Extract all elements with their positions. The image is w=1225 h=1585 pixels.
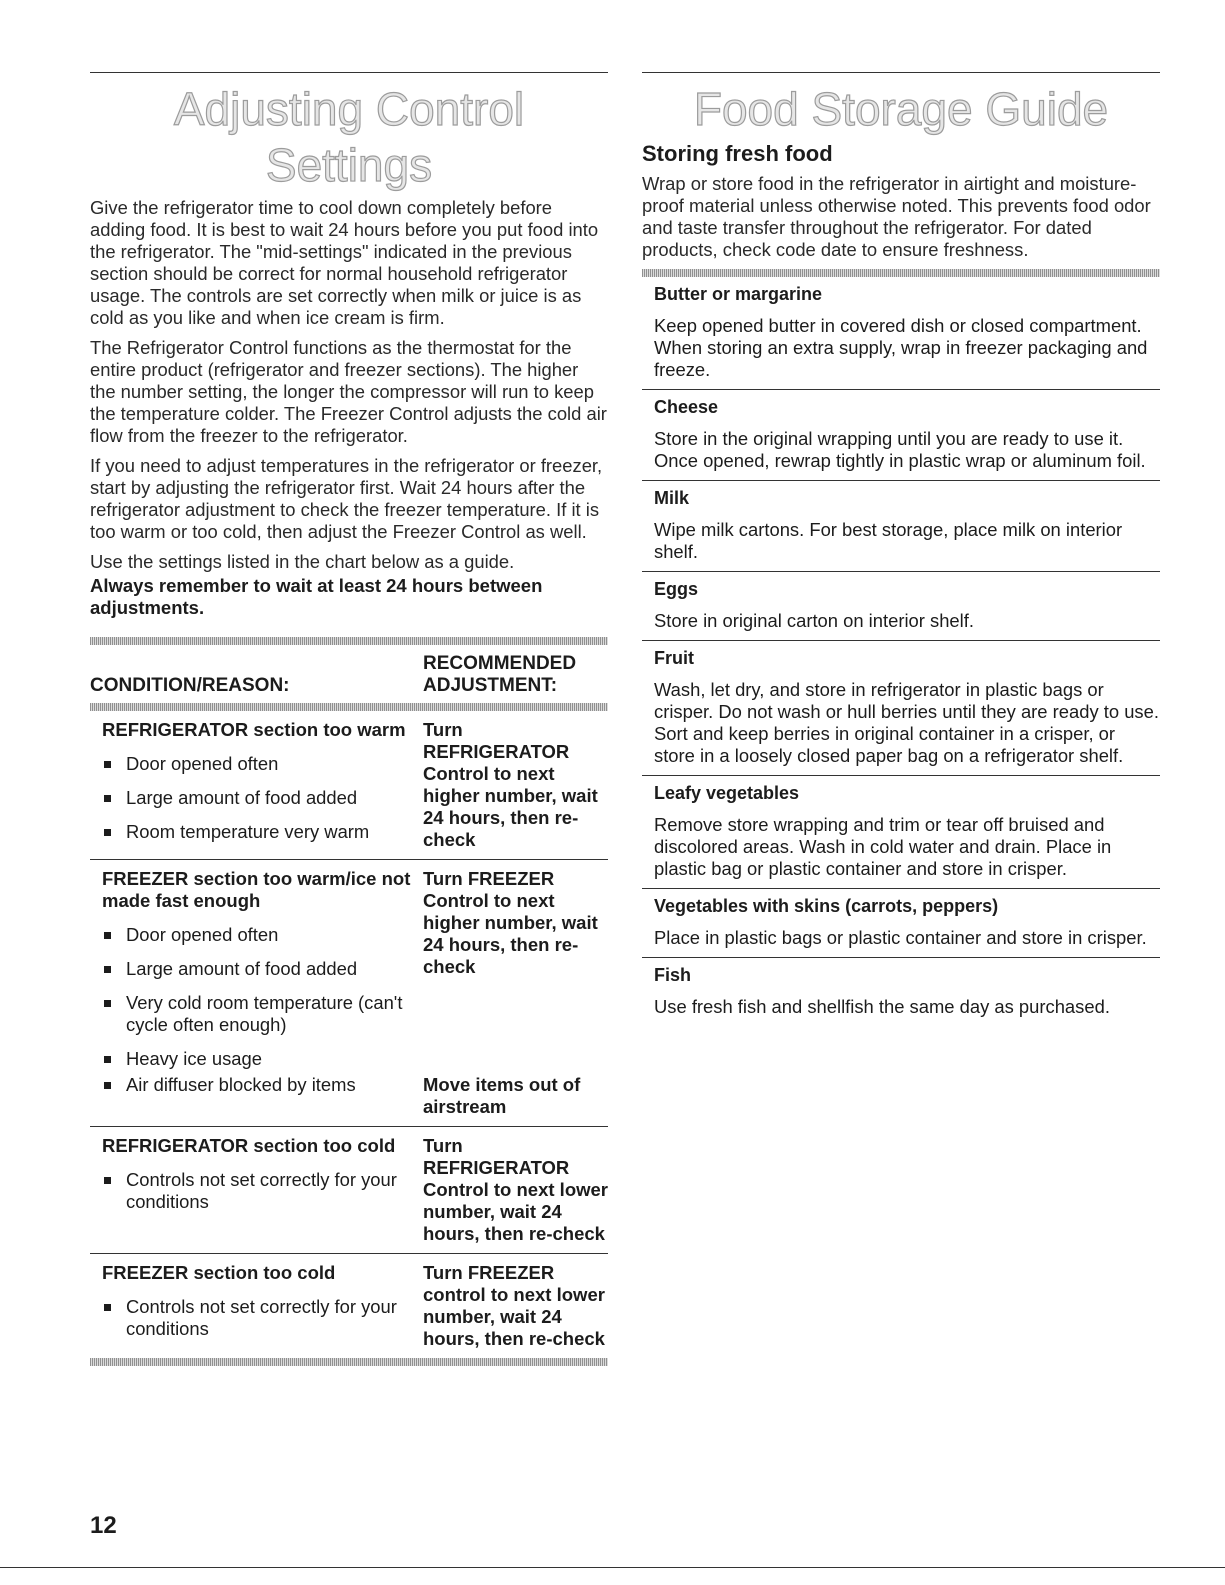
chart-row [90,860,608,1127]
food-item-vegetables-with-skins [642,889,1160,958]
reason-bullet [102,1074,423,1096]
reason-text: Controls not set correctly for your conditions [126,1169,397,1212]
storing-fresh-food-intro: Wrap or store food in the refrigerator in airtight and moisture-proof material unless otherwise noted. This prevents food odor and taste transfer throughout the refrigerator. For dated products, check code date to ensure freshness. [642,173,1151,260]
food-item-fish [642,958,1160,1026]
reason-text: Room temperature very warm [126,821,370,842]
condition-cell [102,1074,423,1118]
food-name: Fish [654,965,692,985]
reason-text: Large amount of food added [126,958,358,979]
bullet-square-icon [102,992,126,1036]
food-list-hatch [642,269,1160,277]
condition-reason-header: CONDITION/REASON: [90,675,290,696]
adjusting-control-settings-title: Adjusting Control Settings [173,83,525,191]
air-diffuser-subrow [102,1074,608,1118]
food-name: Leafy vegetables [654,783,800,803]
reason-bullet [102,958,423,980]
reason-text: Air diffuser blocked by items [126,1074,356,1095]
reason-bullet [102,1048,423,1070]
condition-title: REFRIGERATOR section too cold [102,1135,396,1156]
chart-bottom-hatch [90,1358,608,1366]
left-column [90,72,608,1366]
condition-cell [102,1262,423,1350]
food-name: Eggs [654,579,699,599]
intro-paragraph-2: The Refrigerator Control functions as the thermostat for the entire product (refrigerator and freezer sections). The higher the number setting, the longer the compressor will run to keep the temperature colder. The Freezer Control adjusts the cold air flow from the freezer to the refrigerator. [90,337,607,446]
reason-bullet [102,753,423,775]
food-description: Remove store wrapping and trim or tear off bruised and discolored areas. Wash in cold water and drain. Place in plastic bag or plastic container and store in crisper. [654,814,1112,879]
chart-header-hatch [90,703,608,711]
food-item-fruit [642,641,1160,776]
reason-text: Very cold room temperature (can't cycle often enough) [126,992,403,1035]
condition-cell [102,1135,423,1245]
food-description: Use fresh fish and shellfish the same day as purchased. [654,996,1110,1017]
adjustment-cell: Move items out of airstream [423,1074,581,1117]
intro-paragraph-1: Give the refrigerator time to cool down completely before adding food. It is best to wait 24 hours before you put food into the refrigerator. The "mid-settings" indicated in the previous section should be correct for normal household refrigerator usage. The controls are set correctly when milk or juice is as cold as you like and when ice cream is firm. [90,197,599,328]
wait-24-hours-note: Always remember to wait at least 24 hours between adjustments. [90,575,543,618]
condition-cell [102,719,423,851]
adjustment-cell: Turn FREEZER control to next lower number, wait 24 hours, then re-check [423,1262,605,1349]
chart-header [90,645,608,703]
food-name: Cheese [654,397,719,417]
reason-bullet [102,992,423,1036]
food-item-butter [642,277,1160,390]
bullet-square-icon [102,958,126,980]
reason-bullet [102,787,423,809]
condition-title: FREEZER section too warm/ice not made fast enough [102,868,411,911]
reason-bullet [102,1169,423,1213]
food-item-leafy-vegetables [642,776,1160,889]
food-item-milk [642,481,1160,572]
reason-text: Door opened often [126,753,279,774]
food-name: Vegetables with skins (carrots, peppers) [654,896,999,916]
chart-row [90,711,608,860]
adjustment-cell: Turn REFRIGERATOR Control to next lower number, wait 24 hours, then re-check [423,1135,608,1244]
bottom-rule [0,1567,1225,1568]
bullet-square-icon [102,753,126,775]
food-description: Place in plastic bags or plastic container and store in crisper. [654,927,1147,948]
food-item-cheese [642,390,1160,481]
reason-bullet [102,821,423,843]
chart-row [90,1127,608,1254]
food-name: Milk [654,488,690,508]
reason-text: Door opened often [126,924,279,945]
page-number: 12 [90,1512,117,1539]
reason-bullet [102,924,423,946]
condition-title: REFRIGERATOR section too warm [102,719,406,740]
food-storage-guide-title: Food Storage Guide [693,83,1109,135]
chart-top-hatch [90,637,608,645]
food-description: Wash, let dry, and store in refrigerator in plastic bags or crisper. Do not wash or hull berries until they are ready to use. Sort and keep berries in original container in a crisper, or store in a loosely closed paper bag on a refrigerator shelf. [654,679,1159,766]
bullet-square-icon [102,821,126,843]
condition-cell [102,868,423,1074]
right-column [642,72,1160,1026]
bullet-square-icon [102,1074,126,1096]
reason-text: Controls not set correctly for your conditions [126,1296,397,1339]
left-top-rule [90,72,608,73]
reason-text: Heavy ice usage [126,1048,262,1069]
reason-text: Large amount of food added [126,787,358,808]
food-name: Fruit [654,648,694,668]
food-description: Store in original carton on interior shelf. [654,610,974,631]
adjustment-cell: Turn FREEZER Control to next higher number, wait 24 hours, then re-check [423,868,598,977]
reason-bullet [102,1296,423,1340]
intro-paragraph-4: Use the settings listed in the chart below as a guide. [90,551,515,572]
food-name: Butter or margarine [654,284,823,304]
right-top-rule [642,72,1160,73]
food-item-eggs [642,572,1160,641]
food-description: Store in the original wrapping until you are ready to use it. Once opened, rewrap tightly in plastic wrap or aluminum foil. [654,428,1146,471]
condition-title: FREEZER section too cold [102,1262,336,1283]
intro-paragraph-3: If you need to adjust temperatures in the refrigerator or freezer, start by adjusting the refrigerator first. Wait 24 hours after the refrigerator adjustment to check the freezer temperature. If it is too warm or too cold, then adjust the Freezer Control as well. [90,455,603,542]
bullet-square-icon [102,1048,126,1070]
bullet-square-icon [102,1169,126,1213]
storing-fresh-food-heading: Storing fresh food [642,141,833,166]
recommended-adjustment-header: RECOMMENDED ADJUSTMENT: [423,653,577,696]
food-description: Keep opened butter in covered dish or closed compartment. When storing an extra supply, wrap in freezer packaging and freeze. [654,315,1148,380]
bullet-square-icon [102,787,126,809]
chart-row [90,1254,608,1358]
adjustment-cell: Turn REFRIGERATOR Control to next higher number, wait 24 hours, then re-check [423,719,598,850]
bullet-square-icon [102,1296,126,1340]
bullet-square-icon [102,924,126,946]
food-description: Wipe milk cartons. For best storage, place milk on interior shelf. [654,519,1123,562]
